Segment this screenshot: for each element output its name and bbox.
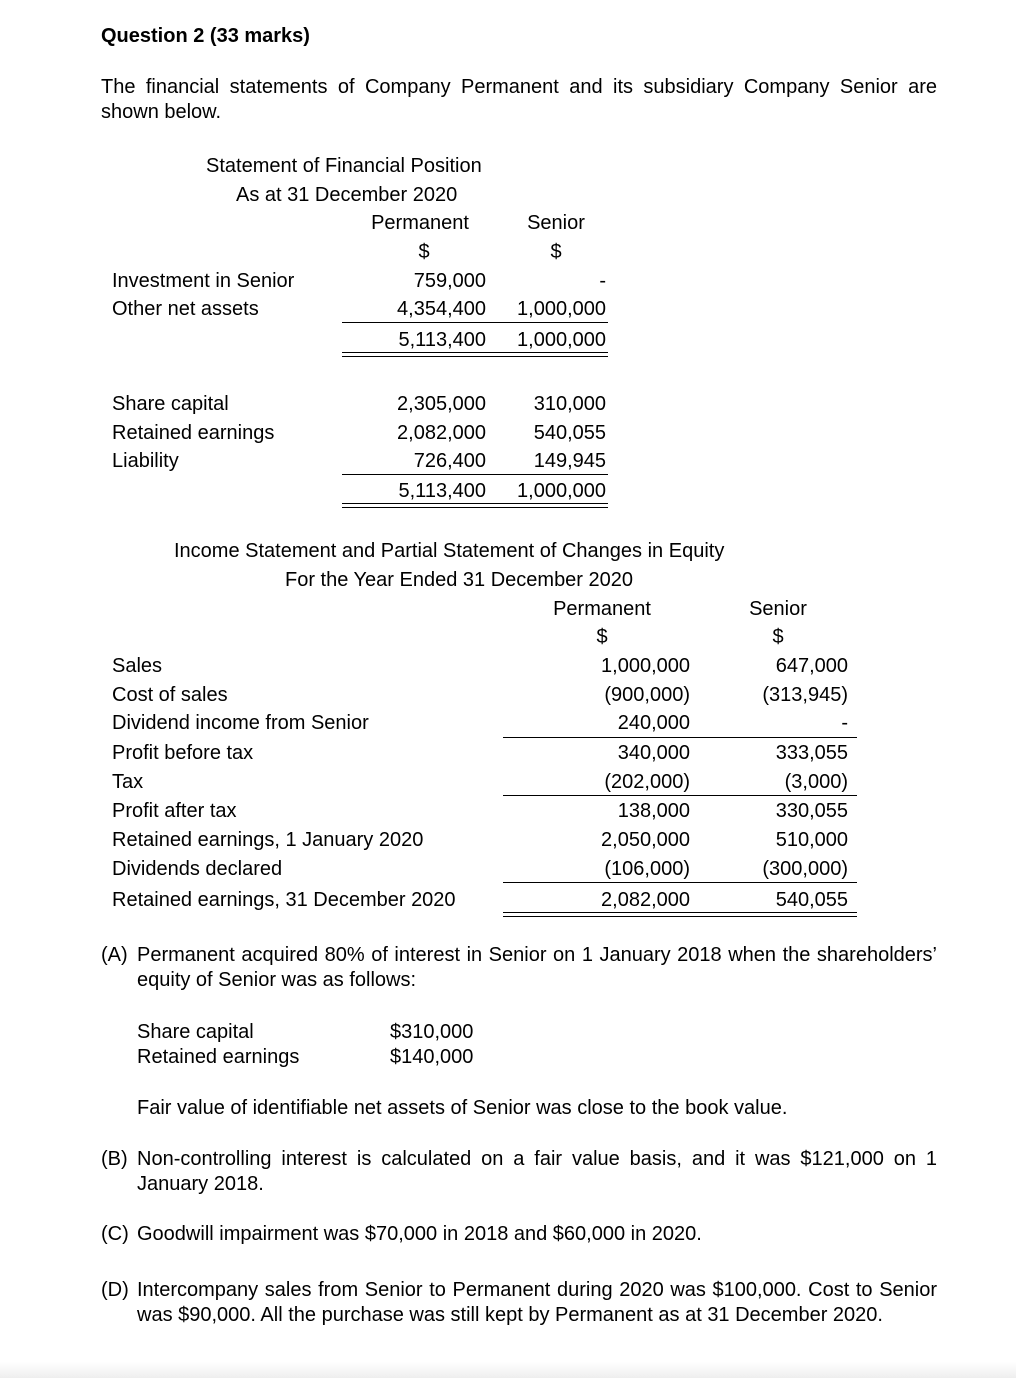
equity-item-label: Retained earnings: [137, 1046, 300, 1068]
sofp-total-double-rule: [342, 503, 608, 508]
is-currency-senior: $: [772, 626, 784, 648]
sofp-currency-permanent: $: [418, 241, 430, 263]
is-row-permanent: (900,000): [604, 684, 690, 706]
sofp-row-senior: 1,000,000: [517, 298, 606, 320]
sofp-row-permanent: 759,000: [413, 270, 486, 292]
is-total-double-rule: [503, 912, 857, 917]
is-row-label: Dividend income from Senior: [112, 712, 369, 734]
is-row-permanent: (106,000): [604, 858, 690, 880]
is-subtitle: For the Year Ended 31 December 2020: [285, 569, 634, 591]
sofp-row-label: Other net assets: [112, 298, 259, 320]
is-col-senior: Senior: [749, 598, 807, 620]
is-row-permanent: 2,082,000: [601, 889, 690, 911]
is-row-permanent: 138,000: [617, 800, 690, 822]
sofp-row-senior: 310,000: [533, 393, 606, 415]
intro-paragraph: The financial statements of Company Permanent and its subsidiary Company Senior are shown below.: [101, 76, 937, 123]
equity-item-value: $310,000: [390, 1021, 474, 1043]
equity-item-label: Share capital: [137, 1021, 254, 1043]
note-c-label: (C): [101, 1223, 129, 1245]
sofp-title: Statement of Financial Position: [206, 155, 482, 177]
is-row-permanent: 240,000: [617, 712, 690, 734]
is-row-label: Tax: [112, 771, 144, 793]
sofp-subtitle: As at 31 December 2020: [236, 184, 458, 206]
equity-item-value: $140,000: [390, 1046, 474, 1068]
sofp-row-label: Retained earnings: [112, 422, 275, 444]
is-row-senior: -: [841, 712, 848, 734]
is-row-senior: (3,000): [784, 771, 848, 793]
sofp-row-permanent: 4,354,400: [397, 298, 486, 320]
sofp-row-senior: -: [599, 270, 606, 292]
note-d-label: (D): [101, 1279, 129, 1301]
is-row-label: Retained earnings, 1 January 2020: [112, 829, 424, 851]
sofp-equity-total-permanent: 5,113,400: [398, 480, 486, 502]
note-b-text: Non-controlling interest is calculated on a fair value basis, and it was $121,000 on 1 January 2018.: [137, 1148, 937, 1195]
note-d-text: Intercompany sales from Senior to Permanent during 2020 was $100,000. Cost to Senior was $90,000. All the purchase was still kept by Permanent as at 31 December 2020.: [137, 1279, 937, 1326]
note-b-label: (B): [101, 1148, 128, 1170]
is-col-permanent: Permanent: [553, 598, 651, 620]
is-subtotal-rule: [503, 882, 857, 883]
is-subtotal-rule: [503, 737, 857, 738]
is-row-senior: 647,000: [775, 655, 848, 677]
sofp-row-label: Liability: [112, 450, 179, 472]
sofp-col-permanent: Permanent: [371, 212, 469, 234]
is-row-senior: 510,000: [775, 829, 848, 851]
is-row-permanent: 1,000,000: [601, 655, 690, 677]
sofp-col-senior: Senior: [527, 212, 585, 234]
is-row-permanent: 2,050,000: [601, 829, 690, 851]
note-a-label: (A): [101, 944, 128, 966]
question-heading: Question 2 (33 marks): [101, 25, 310, 47]
is-row-permanent: 340,000: [617, 742, 690, 764]
is-row-label: Profit before tax: [112, 742, 254, 764]
sofp-subtotal-rule: [342, 474, 608, 475]
is-currency-permanent: $: [596, 626, 608, 648]
sofp-row-permanent: 2,305,000: [397, 393, 486, 415]
is-row-senior: (300,000): [762, 858, 848, 880]
is-row-senior: 333,055: [775, 742, 848, 764]
is-row-senior: 540,055: [775, 889, 848, 911]
sofp-row-senior: 149,945: [533, 450, 606, 472]
sofp-subtotal-rule: [342, 322, 608, 323]
is-row-senior: (313,945): [762, 684, 848, 706]
sofp-row-permanent: 726,400: [413, 450, 486, 472]
is-row-permanent: (202,000): [604, 771, 690, 793]
sofp-assets-total-permanent: 5,113,400: [398, 329, 486, 351]
sofp-row-label: Investment in Senior: [112, 270, 295, 292]
sofp-row-label: Share capital: [112, 393, 229, 415]
sofp-equity-total-senior: 1,000,000: [517, 480, 606, 502]
note-a-extra: Fair value of identifiable net assets of Senior was close to the book value.: [137, 1097, 788, 1119]
page-bottom-shadow: [0, 1362, 1016, 1378]
sofp-currency-senior: $: [550, 241, 562, 263]
note-c-text: Goodwill impairment was $70,000 in 2018 and $60,000 in 2020.: [137, 1223, 702, 1245]
is-title: Income Statement and Partial Statement of Changes in Equity: [174, 540, 725, 562]
sofp-row-senior: 540,055: [533, 422, 606, 444]
is-row-label: Retained earnings, 31 December 2020: [112, 889, 456, 911]
is-row-label: Sales: [112, 655, 163, 677]
sofp-total-double-rule: [342, 352, 608, 357]
is-subtotal-rule: [503, 795, 857, 796]
is-row-senior: 330,055: [775, 800, 848, 822]
sofp-assets-total-senior: 1,000,000: [517, 329, 606, 351]
is-row-label: Cost of sales: [112, 684, 228, 706]
note-a-text: Permanent acquired 80% of interest in Senior on 1 January 2018 when the shareholders’ equity of Senior was as follows:: [137, 944, 937, 991]
is-row-label: Profit after tax: [112, 800, 237, 822]
is-row-label: Dividends declared: [112, 858, 283, 880]
sofp-row-permanent: 2,082,000: [397, 422, 486, 444]
